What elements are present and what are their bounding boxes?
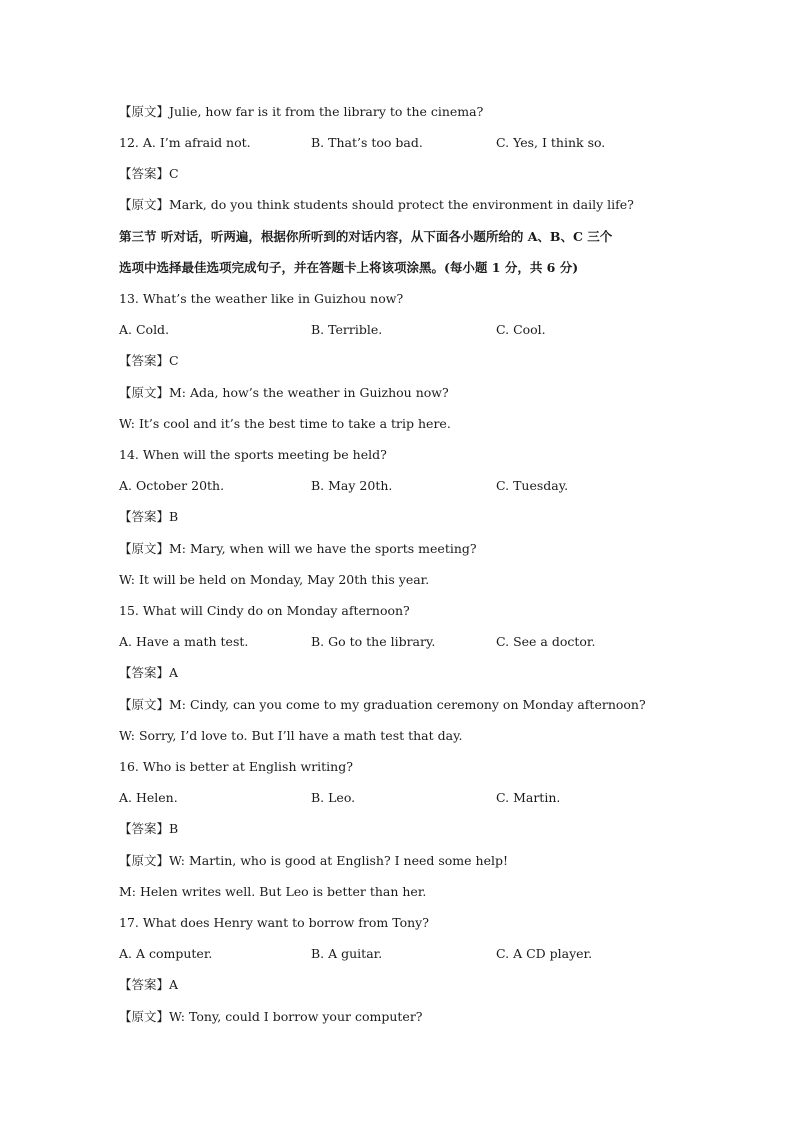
transcript-q13-m: 【原文】M: Ada, how’s the weather in Guizhou now?	[119, 385, 449, 400]
transcript-q15-m: 【原文】M: Cindy, can you come to my graduation ceremony on Monday afternoon?	[119, 697, 646, 712]
q16-option-c: C. Martin.	[496, 790, 561, 805]
section-3-instructions-line2: 选项中选择最佳选项完成句子，并在答题卡上将该项涂黑。(每小题 1 分，共 6 分)	[119, 260, 579, 275]
answer-q12: 【答案】C	[119, 166, 179, 181]
q15-option-b: B. Go to the library.	[311, 634, 436, 649]
q16-option-a: A. Helen.	[119, 790, 178, 805]
question-16: 16. Who is better at English writing?	[119, 759, 353, 774]
question-13: 13. What’s the weather like in Guizhou now?	[119, 291, 404, 306]
transcript-q13-w: W: It’s cool and it’s the best time to take a trip here.	[119, 416, 451, 431]
q15-option-a: A. Have a math test.	[119, 634, 249, 649]
q12-option-a: 12. A. I’m afraid not.	[119, 135, 251, 150]
q16-option-b: B. Leo.	[311, 790, 356, 805]
answer-q13: 【答案】C	[119, 353, 179, 368]
transcript-q12: 【原文】Mark, do you think students should protect the environment in daily life?	[119, 197, 634, 212]
q13-option-b: B. Terrible.	[311, 322, 383, 337]
q15-option-c: C. See a doctor.	[496, 634, 596, 649]
q14-option-b: B. May 20th.	[311, 478, 393, 493]
transcript-q14-w: W: It will be held on Monday, May 20th this year.	[119, 572, 430, 587]
question-17: 17. What does Henry want to borrow from Tony?	[119, 915, 429, 930]
q17-option-c: C. A CD player.	[496, 946, 593, 961]
q12-option-b: B. That’s too bad.	[311, 135, 423, 150]
q14-option-c: C. Tuesday.	[496, 478, 569, 493]
q13-option-c: C. Cool.	[496, 322, 546, 337]
transcript-q14-m: 【原文】M: Mary, when will we have the sports meeting?	[119, 541, 477, 556]
q17-option-a: A. A computer.	[119, 946, 213, 961]
answer-q15: 【答案】A	[119, 665, 179, 680]
transcript-q16-m: M: Helen writes well. But Leo is better than her.	[119, 884, 427, 899]
transcript-line-q11: 【原文】Julie, how far is it from the library to the cinema?	[119, 104, 484, 119]
answer-q14: 【答案】B	[119, 509, 179, 524]
transcript-q15-w: W: Sorry, I’d love to. But I’ll have a math test that day.	[119, 728, 463, 743]
question-14: 14. When will the sports meeting be held?	[119, 447, 387, 462]
transcript-q16-w: 【原文】W: Martin, who is good at English? I need some help!	[119, 853, 508, 868]
q12-option-c: C. Yes, I think so.	[496, 135, 606, 150]
answer-q16: 【答案】B	[119, 821, 179, 836]
answer-q17: 【答案】A	[119, 977, 179, 992]
question-15: 15. What will Cindy do on Monday afternoon?	[119, 603, 410, 618]
q13-option-a: A. Cold.	[119, 322, 170, 337]
section-3-instructions-line1: 第三节 听对话，听两遍，根据你所听到的对话内容，从下面各小题所给的 A、B、C 三个	[119, 229, 613, 244]
q17-option-b: B. A guitar.	[311, 946, 383, 961]
q14-option-a: A. October 20th.	[119, 478, 225, 493]
transcript-q17-w: 【原文】W: Tony, could I borrow your computer?	[119, 1009, 423, 1024]
